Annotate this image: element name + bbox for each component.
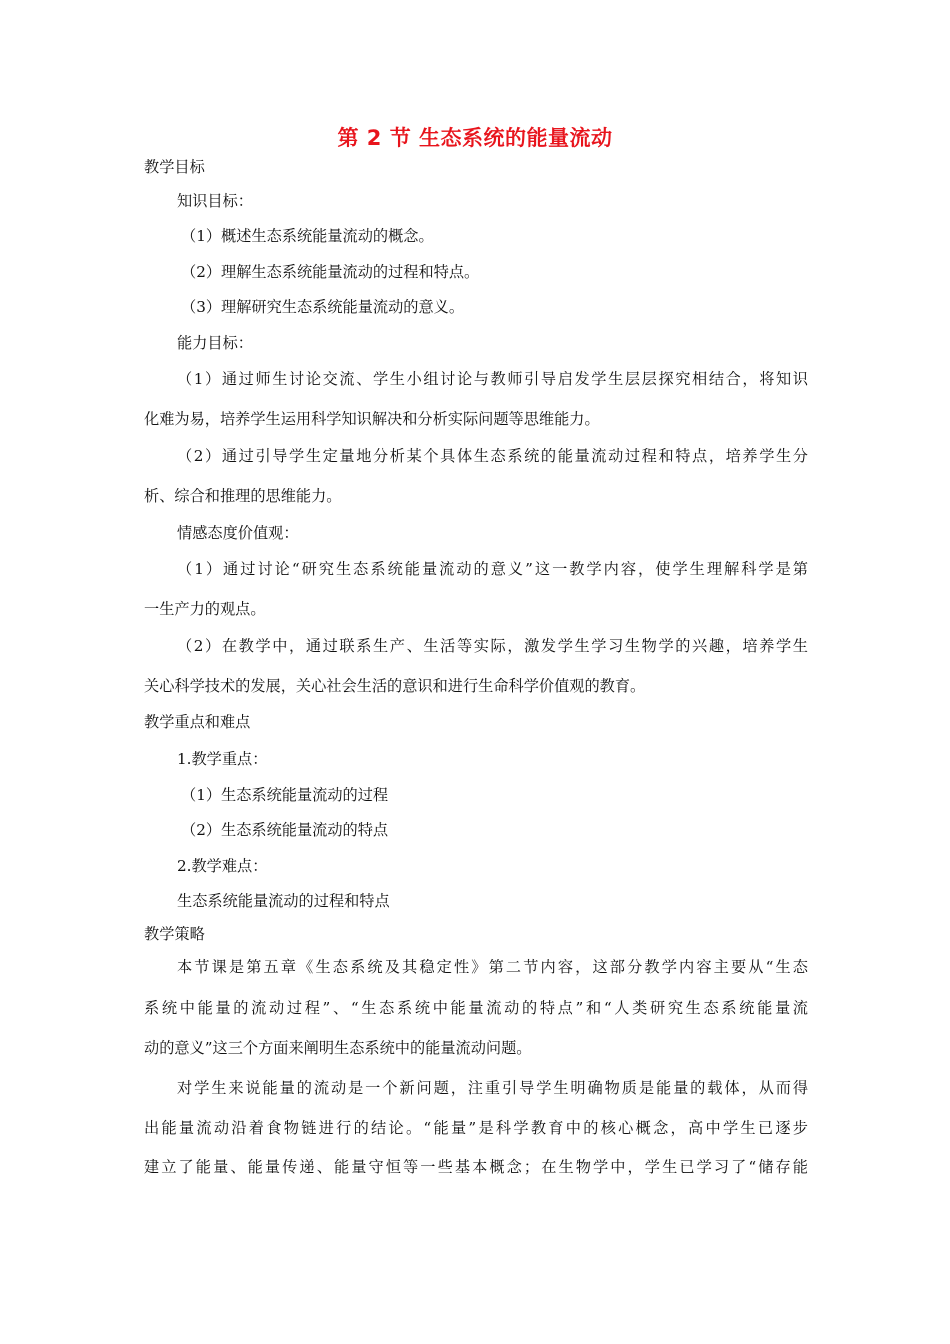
paragraph-line: 析、综合和推理的思维能力。 [144, 487, 342, 505]
paragraph-line: 关心科学技术的发展，关心社会生活的意识和进行生命科学价值观的教育。 [144, 677, 646, 695]
paragraph-line: 本节课是第五章《生态系统及其稳定性》第二节内容，这部分教学内容主要从“生态 [177, 958, 808, 976]
list-item: （1）生态系统能量流动的过程 [181, 786, 389, 804]
subheading-knowledge-goals: 知识目标： [177, 192, 253, 210]
paragraph-line: 一生产力的观点。 [144, 600, 266, 618]
paragraph-line: 生态系统能量流动的过程和特点 [177, 892, 390, 910]
paragraph-line: 动的意义”这三个方面来阐明生态系统中的能量流动问题。 [144, 1039, 532, 1057]
list-item: （1）概述生态系统能量流动的概念。 [181, 227, 434, 245]
paragraph-line: （1）通过师生讨论交流、学生小组讨论与教师引导启发学生层层探究相结合，将知识 [177, 370, 808, 388]
paragraph-line: （2）在教学中，通过联系生产、生活等实际，激发学生学习生物学的兴趣，培养学生 [177, 637, 808, 655]
list-item: （2）理解生态系统能量流动的过程和特点。 [181, 263, 480, 281]
heading-key-points: 教学重点和难点 [144, 713, 251, 731]
paragraph-line: （1）通过讨论“研究生态系统能量流动的意义”这一教学内容，使学生理解科学是第 [177, 560, 808, 578]
subheading-difficult-points: 2.教学难点： [177, 857, 268, 875]
heading-teaching-strategy: 教学策略 [144, 925, 205, 943]
paragraph-line: 化难为易，培养学生运用科学知识解决和分析实际问题等思维能力。 [144, 410, 600, 428]
paragraph-line: （2）通过引导学生定量地分析某个具体生态系统的能量流动过程和特点，培养学生分 [177, 447, 808, 465]
paragraph-line: 建立了能量、能量传递、能量守恒等一些基本概念；在生物学中，学生已学习了“储存能 [144, 1158, 808, 1176]
paragraph-line: 出能量流动沿着食物链进行的结论。“能量”是科学教育中的核心概念，高中学生已逐步 [144, 1119, 808, 1137]
subheading-attitude-values: 情感态度价值观： [177, 524, 299, 542]
paragraph-line: 系统中能量的流动过程”、“生态系统中能量流动的特点”和“人类研究生态系统能量流 [144, 999, 808, 1017]
subheading-key-points: 1.教学重点： [177, 750, 268, 768]
subheading-ability-goals: 能力目标： [177, 334, 253, 352]
paragraph-line: 对学生来说能量的流动是一个新问题，注重引导学生明确物质是能量的载体，从而得 [177, 1079, 808, 1097]
page-title: 第 2 节 生态系统的能量流动 [337, 126, 613, 150]
heading-teaching-goals: 教学目标 [144, 158, 205, 176]
list-item: （3）理解研究生态系统能量流动的意义。 [181, 298, 465, 316]
list-item: （2）生态系统能量流动的特点 [181, 821, 389, 839]
